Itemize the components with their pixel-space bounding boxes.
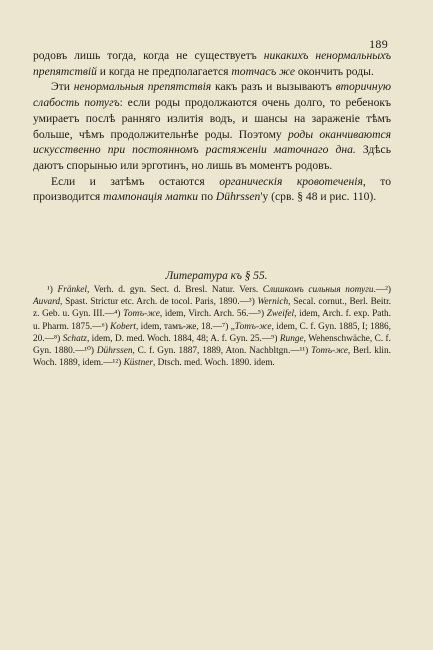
text-run: .—²) bbox=[373, 285, 391, 295]
text-run: , C. f. Gyn. 1887, 1889, Aton. Nachbltgn.—¹¹) bbox=[132, 346, 312, 357]
italic-run: Kobert bbox=[110, 321, 136, 332]
italic-run: Runge bbox=[279, 333, 304, 344]
text-run: какъ разъ и вызываютъ bbox=[211, 80, 336, 94]
text-run: , idem, тамъ-же, 18.—⁷) bbox=[135, 321, 231, 332]
italic-run: Fränkel bbox=[57, 285, 87, 295]
italic-run: Wernich bbox=[257, 297, 289, 308]
text-run: Эти bbox=[51, 80, 74, 94]
text-run: ¹) bbox=[47, 285, 58, 295]
text-run: 'у (срв. § 48 и рис. 110). bbox=[260, 190, 377, 204]
text-run: Здѣсь даютъ спорынью или эрготинъ, но лишь въ моментъ родовъ. bbox=[33, 143, 391, 172]
italic-run: Слишкомъ сильныя потуги bbox=[262, 285, 374, 295]
page-number: 189 bbox=[369, 37, 388, 51]
text-run: , Berl. klin. Woch. 1889, idem.—¹²) bbox=[33, 346, 391, 369]
text-run: по bbox=[198, 190, 216, 204]
italic-run: Zweifel bbox=[266, 309, 295, 320]
paragraph-3 bbox=[33, 174, 391, 205]
text-run: , Verh. d. gyn. Sect. d. Bresl. Natur. Vers. bbox=[86, 285, 263, 295]
italic-run: Тотъ-же bbox=[123, 309, 160, 320]
literature-heading: Литература къ § 55. bbox=[165, 270, 268, 282]
text-run: , idem, C. f. Gyn. 1885, I; 1886, 20.—⁸) bbox=[33, 321, 391, 344]
italic-run: Küstner bbox=[123, 358, 154, 369]
text-run: : если роды продолжаются очень долго, то ребенокъ умираетъ послѣ ранняго излитія водъ, и шансы на зараженіе тѣмъ больше, чѣмъ продолжительнѣе роды. Поэтому bbox=[33, 96, 392, 141]
italic-run: органическія кровотеченія bbox=[219, 174, 363, 188]
body-text bbox=[33, 48, 391, 205]
text-run: , Wehenschwäche, C. f. Gyn. 1880.—¹⁰) bbox=[33, 333, 391, 357]
text-run: , то производится bbox=[33, 174, 391, 204]
italic-run: вторичную слабость потугъ bbox=[33, 80, 392, 110]
text-run: окончить роды. bbox=[294, 64, 374, 78]
italic-run: никакихъ ненормальныхъ препятствій bbox=[33, 49, 391, 78]
text-run: и когда не предполагается bbox=[96, 64, 232, 78]
text-run: , idem, D. med. Woch. 1884, 48; A. f. Gyn. 25.—⁹) bbox=[86, 333, 280, 344]
text-run: Если и затѣмъ остаются bbox=[51, 174, 220, 188]
italic-run: тотчасъ же bbox=[231, 64, 295, 78]
footnotes-text bbox=[33, 284, 391, 369]
italic-run: Dührssen bbox=[215, 190, 261, 204]
text-run: , Spast. Strictur etc. Arch. de tocol. Paris, 1890.—³) bbox=[60, 297, 258, 308]
paragraph-1 bbox=[33, 48, 391, 79]
text-run: , idem, Arch. f. exp. Path. u. Pharm. 1875.—⁶) bbox=[33, 309, 391, 332]
footnotes bbox=[33, 284, 391, 369]
italic-run: тампонація матки bbox=[103, 190, 199, 204]
italic-run: Тотъ-же bbox=[311, 346, 348, 357]
italic-run: „Тотъ-же bbox=[230, 321, 272, 332]
text-run: , idem, Virch. Arch. 56.—⁵) bbox=[159, 309, 267, 320]
italic-run: Schatz bbox=[62, 333, 87, 344]
paragraph-2 bbox=[33, 79, 391, 173]
text-run: родовъ лишь тогда, когда не существуетъ bbox=[33, 49, 264, 62]
text-run: , Secal. cornut., Berl. Beitr. z. Geb. u. Gyn. III.—⁴) bbox=[33, 297, 391, 320]
italic-run: ненормальныя препятствія bbox=[73, 80, 212, 94]
italic-run: Auvard bbox=[33, 297, 61, 308]
text-run: , Dtsch. med. Woch. 1890. idem. bbox=[153, 358, 275, 369]
italic-run: Dührssen bbox=[96, 346, 133, 357]
italic-run: роды оканчиваются искусственно при постоянномъ растяженіи маточнаго дна. bbox=[33, 127, 391, 157]
